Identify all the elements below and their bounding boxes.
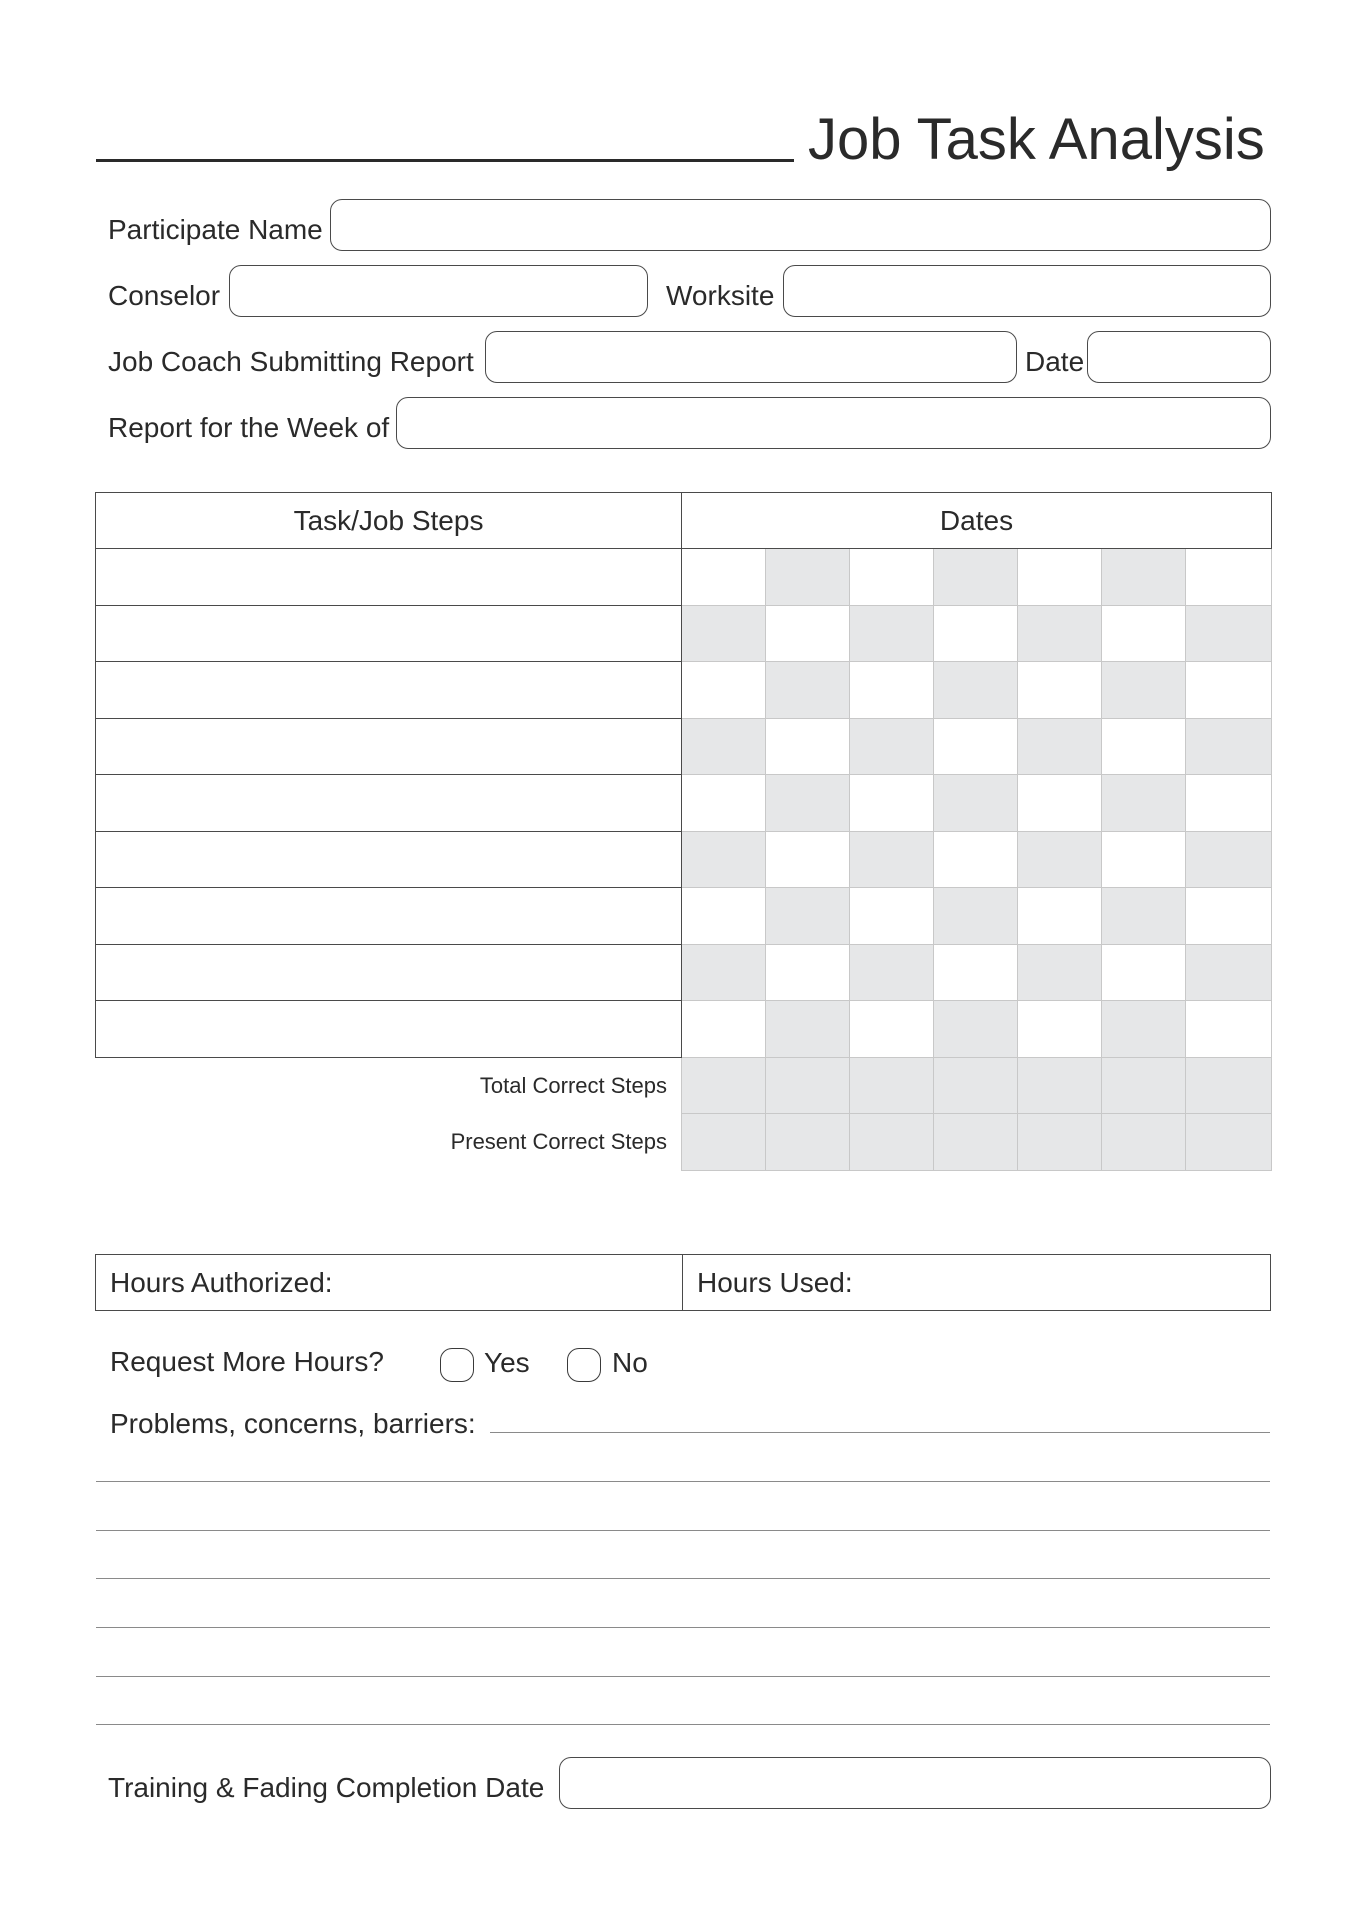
date-check-cell[interactable] [850, 718, 934, 775]
date-check-cell[interactable] [1186, 549, 1272, 606]
date-check-cell[interactable] [1102, 775, 1186, 832]
date-check-cell[interactable] [1102, 605, 1186, 662]
date-check-cell[interactable] [850, 888, 934, 945]
date-check-cell[interactable] [1102, 718, 1186, 775]
table-row [96, 605, 1272, 662]
counselor-label: Conselor [108, 280, 221, 311]
problems-line-6[interactable] [96, 1676, 1270, 1677]
date-check-cell[interactable] [1018, 549, 1102, 606]
counselor-field[interactable] [229, 265, 648, 317]
date-check-cell[interactable] [1186, 662, 1272, 719]
date-check-cell[interactable] [1186, 944, 1272, 1001]
date-check-cell[interactable] [1018, 605, 1102, 662]
date-check-cell[interactable] [682, 944, 766, 1001]
no-label: No [612, 1347, 648, 1378]
total-cell[interactable] [1186, 1114, 1272, 1171]
table-row [96, 549, 1272, 606]
date-check-cell[interactable] [934, 888, 1018, 945]
date-check-cell[interactable] [682, 1001, 766, 1058]
date-check-cell[interactable] [850, 944, 934, 1001]
date-check-cell[interactable] [934, 718, 1018, 775]
date-check-cell[interactable] [1102, 831, 1186, 888]
date-check-cell[interactable] [934, 1001, 1018, 1058]
date-check-cell[interactable] [1102, 944, 1186, 1001]
total-cell[interactable] [766, 1057, 850, 1114]
present-correct-steps-label: Present Correct Steps [96, 1114, 682, 1171]
date-check-cell[interactable] [766, 662, 850, 719]
date-check-cell[interactable] [1186, 1001, 1272, 1058]
task-step-cell[interactable] [96, 1001, 682, 1058]
table-row [96, 944, 1272, 1001]
date-check-cell[interactable] [766, 775, 850, 832]
table-row [96, 888, 1272, 945]
total-cell[interactable] [682, 1114, 766, 1171]
date-check-cell[interactable] [934, 605, 1018, 662]
date-check-cell[interactable] [1018, 662, 1102, 719]
participant-name-field[interactable] [330, 199, 1271, 251]
task-step-cell[interactable] [96, 775, 682, 832]
date-check-cell[interactable] [766, 1001, 850, 1058]
date-check-cell[interactable] [766, 549, 850, 606]
date-check-cell[interactable] [682, 831, 766, 888]
totals-row [96, 1114, 1272, 1171]
date-check-cell[interactable] [850, 662, 934, 719]
problems-line-2[interactable] [96, 1481, 1270, 1482]
date-check-cell[interactable] [682, 775, 766, 832]
participant-name-input[interactable] [331, 200, 1270, 250]
hours-authorized-label[interactable]: Hours Authorized: [96, 1255, 683, 1310]
table-row [96, 662, 1272, 719]
total-cell[interactable] [766, 1114, 850, 1171]
total-cell[interactable] [1102, 1057, 1186, 1114]
no-radio[interactable] [567, 1348, 601, 1382]
date-check-cell[interactable] [850, 831, 934, 888]
task-step-cell[interactable] [96, 718, 682, 775]
date-check-cell[interactable] [934, 944, 1018, 1001]
date-check-cell[interactable] [1018, 944, 1102, 1001]
date-check-cell[interactable] [1018, 888, 1102, 945]
date-check-cell[interactable] [682, 718, 766, 775]
date-check-cell[interactable] [1018, 831, 1102, 888]
date-check-cell[interactable] [934, 549, 1018, 606]
task-steps-header: Task/Job Steps [96, 493, 682, 549]
date-check-cell[interactable] [850, 1001, 934, 1058]
date-check-cell[interactable] [1186, 775, 1272, 832]
total-correct-steps-label: Total Correct Steps [96, 1057, 682, 1114]
date-check-cell[interactable] [682, 662, 766, 719]
report-week-input[interactable] [397, 398, 1270, 448]
date-check-cell[interactable] [1102, 662, 1186, 719]
date-check-cell[interactable] [1186, 718, 1272, 775]
date-input[interactable] [1088, 332, 1270, 382]
date-check-cell[interactable] [850, 549, 934, 606]
problems-line-7[interactable] [96, 1724, 1270, 1725]
completion-date-label: Training & Fading Completion Date [108, 1772, 545, 1803]
task-step-cell[interactable] [96, 605, 682, 662]
table-row [96, 831, 1272, 888]
job-coach-input[interactable] [486, 332, 1016, 382]
problems-label: Problems, concerns, barriers: [110, 1408, 476, 1439]
request-hours-label: Request More Hours? [110, 1346, 384, 1377]
report-week-label: Report for the Week of [108, 412, 390, 443]
task-step-cell[interactable] [96, 888, 682, 945]
task-table [95, 492, 1272, 1171]
counselor-input[interactable] [230, 266, 647, 316]
worksite-label: Worksite [666, 280, 775, 311]
date-check-cell[interactable] [1018, 775, 1102, 832]
problems-line-3[interactable] [96, 1530, 1270, 1531]
task-step-cell[interactable] [96, 662, 682, 719]
date-check-cell[interactable] [850, 605, 934, 662]
table-row [96, 775, 1272, 832]
hours-used-label[interactable]: Hours Used: [697, 1267, 853, 1298]
date-check-cell[interactable] [1102, 1001, 1186, 1058]
date-check-cell[interactable] [766, 831, 850, 888]
hours-box [95, 1254, 1271, 1311]
total-cell[interactable] [1186, 1057, 1272, 1114]
problems-line-5[interactable] [96, 1627, 1270, 1628]
total-cell[interactable] [850, 1114, 934, 1171]
table-row [96, 1001, 1272, 1058]
total-cell[interactable] [1018, 1057, 1102, 1114]
page-title: Job Task Analysis [808, 107, 1265, 172]
date-check-cell[interactable] [682, 888, 766, 945]
date-check-cell[interactable] [934, 831, 1018, 888]
task-step-cell[interactable] [96, 549, 682, 606]
totals-row [96, 1057, 1272, 1114]
task-step-cell[interactable] [96, 831, 682, 888]
date-check-cell[interactable] [1018, 1001, 1102, 1058]
participant-name-label: Participate Name [108, 214, 323, 245]
date-field[interactable] [1087, 331, 1271, 383]
total-cell[interactable] [850, 1057, 934, 1114]
date-check-cell[interactable] [766, 944, 850, 1001]
total-cell[interactable] [1102, 1114, 1186, 1171]
date-check-cell[interactable] [850, 775, 934, 832]
date-check-cell[interactable] [1186, 831, 1272, 888]
task-step-cell[interactable] [96, 944, 682, 1001]
report-week-field[interactable] [396, 397, 1271, 449]
completion-date-field[interactable] [559, 1757, 1271, 1809]
date-check-cell[interactable] [934, 775, 1018, 832]
problems-line-1[interactable] [490, 1432, 1270, 1433]
completion-date-input[interactable] [560, 1758, 1270, 1808]
date-check-cell[interactable] [766, 718, 850, 775]
date-check-cell[interactable] [682, 605, 766, 662]
yes-radio[interactable] [440, 1348, 474, 1382]
total-cell[interactable] [1018, 1114, 1102, 1171]
yes-label: Yes [484, 1347, 530, 1378]
date-check-cell[interactable] [1186, 605, 1272, 662]
date-label: Date [1025, 346, 1085, 377]
total-cell[interactable] [934, 1057, 1018, 1114]
date-check-cell[interactable] [766, 888, 850, 945]
date-check-cell[interactable] [934, 662, 1018, 719]
title-underline [96, 159, 794, 162]
date-check-cell[interactable] [682, 549, 766, 606]
dates-header: Dates [682, 493, 1272, 549]
date-check-cell[interactable] [766, 605, 850, 662]
job-coach-label: Job Coach Submitting Report [108, 346, 474, 377]
table-row [96, 718, 1272, 775]
worksite-field[interactable] [783, 265, 1271, 317]
date-check-cell[interactable] [1102, 549, 1186, 606]
date-check-cell[interactable] [1018, 718, 1102, 775]
problems-line-4[interactable] [96, 1578, 1270, 1579]
job-coach-field[interactable] [485, 331, 1017, 383]
date-check-cell[interactable] [1186, 888, 1272, 945]
worksite-input[interactable] [784, 266, 1270, 316]
total-cell[interactable] [682, 1057, 766, 1114]
date-check-cell[interactable] [1102, 888, 1186, 945]
total-cell[interactable] [934, 1114, 1018, 1171]
